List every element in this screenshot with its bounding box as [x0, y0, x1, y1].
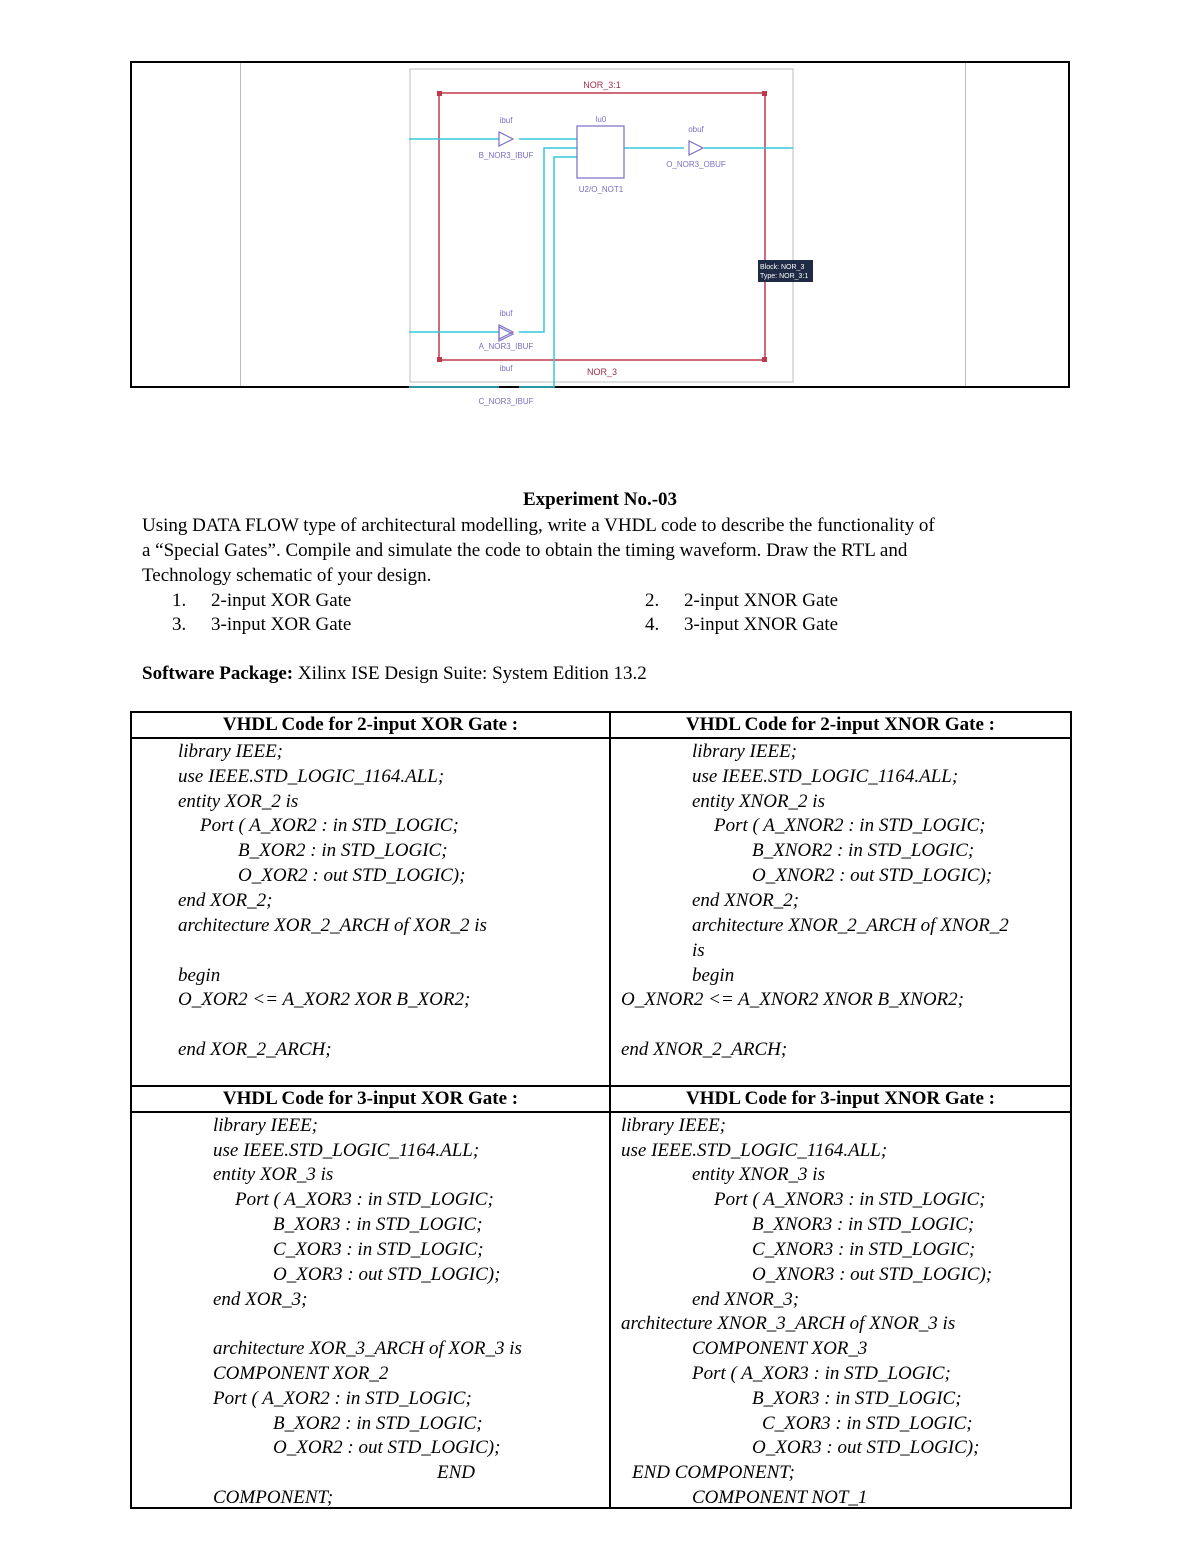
- xor2-header: VHDL Code for 2-input XOR Gate :: [131, 712, 610, 738]
- code-line: B_XNOR3 : in STD_LOGIC;: [752, 1214, 975, 1235]
- intro-line: a “Special Gates”. Compile and simulate the code to obtain the timing waveform. Draw the RTL and: [142, 540, 908, 561]
- experiment-heading: Experiment No.-03: [522, 489, 678, 510]
- task-label: 2-input XNOR Gate: [684, 590, 839, 611]
- code-line: B_XOR2 : in STD_LOGIC;: [238, 840, 448, 861]
- ibuf-c-label: C_NOR3_IBUF: [478, 397, 534, 406]
- code-line: library IEEE;: [621, 1115, 727, 1136]
- code-line: entity XOR_3 is: [213, 1164, 334, 1185]
- code-line: O_XOR2 : out STD_LOGIC);: [238, 865, 466, 886]
- code-line: end XOR_2;: [178, 890, 273, 911]
- task-number: 1.: [172, 590, 187, 611]
- code-line: begin: [178, 965, 221, 986]
- code-line: Port ( A_XOR2 : in STD_LOGIC;: [213, 1388, 472, 1409]
- code-line: Port ( A_XOR2 : in STD_LOGIC;: [200, 815, 459, 836]
- code-line: END COMPONENT;: [632, 1462, 795, 1483]
- ibuf-b-type: ibuf: [499, 116, 513, 125]
- code-line: library IEEE;: [692, 741, 798, 762]
- code-line: end XOR_2_ARCH;: [178, 1039, 332, 1060]
- xnor3-code: [611, 1113, 1070, 1507]
- code-line: B_XOR3 : in STD_LOGIC;: [273, 1214, 483, 1235]
- ibuf-c-icon: [478, 327, 533, 406]
- code-line: architecture XNOR_3_ARCH of XNOR_3 is: [621, 1313, 956, 1334]
- nor-gate-block: [577, 115, 624, 194]
- task-label: 3-input XNOR Gate: [684, 614, 839, 635]
- task-label: 2-input XOR Gate: [211, 590, 352, 611]
- ibuf-b-label: B_NOR3_IBUF: [478, 151, 534, 160]
- code-line: C_XOR3 : in STD_LOGIC;: [273, 1239, 484, 1260]
- tooltip-line-2: Type: NOR_3:1: [760, 273, 809, 280]
- code-line: use IEEE.STD_LOGIC_1164.ALL;: [213, 1140, 480, 1161]
- software-label: Software Package:: [142, 663, 294, 684]
- task-number: 2.: [645, 590, 660, 611]
- code-line: architecture XOR_2_ARCH of XOR_2 is: [178, 915, 487, 936]
- intro-line: Technology schematic of your design.: [142, 565, 432, 586]
- code-table-3-input: [130, 1085, 1072, 1509]
- code-line: O_XNOR3 : out STD_LOGIC);: [752, 1264, 993, 1285]
- intro-line: Using DATA FLOW type of architectural modelling, write a VHDL code to describe the functionality of: [142, 515, 935, 536]
- code-line: end XNOR_2_ARCH;: [621, 1039, 788, 1060]
- task-item: [645, 613, 838, 637]
- code-line: O_XOR2 <= A_XOR2 XOR B_XOR2;: [178, 989, 471, 1010]
- ibuf-a-type: ibuf: [499, 309, 513, 318]
- code-line: Port ( A_XOR3 : in STD_LOGIC;: [235, 1189, 494, 1210]
- code-line: Port ( A_XOR3 : in STD_LOGIC;: [692, 1363, 951, 1384]
- xnor2-code: [611, 739, 1070, 1085]
- code-line: O_XOR3 : out STD_LOGIC);: [273, 1264, 501, 1285]
- code-line: O_XOR2 : out STD_LOGIC);: [273, 1437, 501, 1458]
- code-line: B_XNOR2 : in STD_LOGIC;: [752, 840, 975, 861]
- code-line: architecture XOR_3_ARCH of XOR_3 is: [213, 1338, 522, 1359]
- rtl-schematic: [409, 68, 809, 406]
- code-line: COMPONENT XOR_3: [692, 1338, 868, 1359]
- ibuf-c-type: ibuf: [499, 364, 513, 373]
- code-line: use IEEE.STD_LOGIC_1164.ALL;: [178, 766, 445, 787]
- code-line: use IEEE.STD_LOGIC_1164.ALL;: [621, 1140, 888, 1161]
- task-item: [645, 589, 838, 613]
- xnor3-header: VHDL Code for 3-input XNOR Gate :: [610, 1086, 1071, 1112]
- code-line: Port ( A_XNOR2 : in STD_LOGIC;: [714, 815, 986, 836]
- code-line: architecture XNOR_2_ARCH of XNOR_2: [692, 915, 1009, 936]
- task-number: 4.: [645, 614, 660, 635]
- code-line: B_XOR2 : in STD_LOGIC;: [273, 1413, 483, 1434]
- code-line: library IEEE;: [213, 1115, 319, 1136]
- code-line: is: [692, 940, 705, 961]
- xor3-code: [132, 1113, 609, 1507]
- code-line: C_XOR3 : in STD_LOGIC;: [762, 1413, 973, 1434]
- code-line: COMPONENT NOT_1: [692, 1487, 868, 1508]
- tooltip-line-1: Block: NOR_3: [760, 264, 805, 271]
- task-item: [172, 589, 351, 613]
- xor2-code: [132, 739, 609, 1085]
- xor3-header: VHDL Code for 3-input XOR Gate :: [131, 1086, 610, 1112]
- intro-paragraph: [142, 513, 1062, 588]
- software-package: [142, 663, 647, 685]
- code-line: COMPONENT XOR_2: [213, 1363, 389, 1384]
- code-line: COMPONENT;: [213, 1487, 334, 1508]
- code-line: O_XNOR2 : out STD_LOGIC);: [752, 865, 993, 886]
- block-title-bottom: NOR_3: [586, 367, 618, 377]
- task-number: 3.: [172, 614, 187, 635]
- code-line: O_XOR3 : out STD_LOGIC);: [752, 1437, 980, 1458]
- block-title-top: NOR_3:1: [583, 80, 621, 90]
- code-line: end XOR_3;: [213, 1289, 308, 1310]
- ibuf-a-label: A_NOR3_IBUF: [478, 342, 534, 351]
- task-item: [172, 613, 351, 637]
- obuf-type: obuf: [688, 125, 704, 134]
- gate-instance-label: lu0: [595, 115, 607, 124]
- code-line: O_XNOR2 <= A_XNOR2 XNOR B_XNOR2;: [621, 989, 964, 1010]
- code-line: entity XOR_2 is: [178, 791, 299, 812]
- code-table-2-input: [130, 711, 1072, 1087]
- code-line: end XNOR_2;: [692, 890, 800, 911]
- xnor2-header: VHDL Code for 2-input XNOR Gate :: [610, 712, 1071, 738]
- code-line: entity XNOR_3 is: [692, 1164, 825, 1185]
- ibuf-b-icon: [479, 116, 534, 160]
- task-label: 3-input XOR Gate: [211, 614, 352, 635]
- code-line: B_XOR3 : in STD_LOGIC;: [752, 1388, 962, 1409]
- tooltip: [758, 260, 813, 282]
- code-line: C_XNOR3 : in STD_LOGIC;: [752, 1239, 976, 1260]
- code-line: use IEEE.STD_LOGIC_1164.ALL;: [692, 766, 959, 787]
- code-line: Port ( A_XNOR3 : in STD_LOGIC;: [714, 1189, 986, 1210]
- code-line: END: [437, 1462, 475, 1483]
- gate-label: U2/O_NOT1: [578, 185, 624, 194]
- code-line: library IEEE;: [178, 741, 284, 762]
- schematic-figure-box: [130, 61, 1070, 406]
- obuf-icon: [666, 125, 726, 169]
- software-value: Xilinx ISE Design Suite: System Edition 13.2: [293, 663, 647, 684]
- code-line: entity XNOR_2 is: [692, 791, 825, 812]
- code-line: end XNOR_3;: [692, 1289, 800, 1310]
- code-line: begin: [692, 965, 735, 986]
- obuf-label: O_NOR3_OBUF: [666, 160, 726, 169]
